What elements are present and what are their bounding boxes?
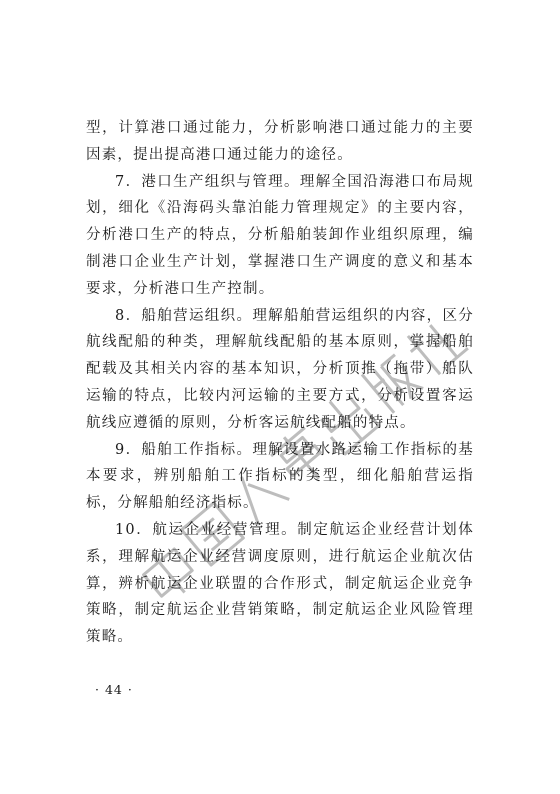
page-number: · 44 ·	[95, 682, 133, 697]
paragraph-item-7: 7．港口生产组织与管理。理解全国沿海港口布局规划，细化《沿海码头靠泊能力管理规定》的主要内容，分析港口生产的特点，分析船舶装卸作业组织原理，编制港口企业生产计划，掌握港口生产调度的意义和基本要求，分析港口生产控制。	[86, 173, 474, 297]
body-text	[86, 115, 474, 651]
paragraph-item-8: 8．船舶营运组织。理解船舶营运组织的内容，区分航线配船的种类，理解航线配船的基本原则，掌握船舶配载及其相关内容的基本知识，分析顶推（拖带）船队运输的特点，比较内河运输的主要方式，分析设置客运航线应遵循的原则，分析客运航线配船的特点。	[86, 307, 474, 431]
paragraph-item-9: 9．船舶工作指标。理解设置水路运输工作指标的基本要求，辨别船舶工作指标的类型，细化船舶营运指标，分解船舶经济指标。	[86, 441, 474, 512]
paragraph-continuation: 型，计算港口通过能力，分析影响港口通过能力的主要因素，提出提高港口通过能力的途径。	[86, 120, 474, 163]
paragraph-item-10: 10．航运企业经营管理。制定航运企业经营计划体系，理解航运企业经营调度原则，进行航运企业航次估算，辨析航运企业联盟的合作形式，制定航运企业竞争策略，制定航运企业营销策略，制定航运企业风险管理策略。	[86, 521, 474, 646]
